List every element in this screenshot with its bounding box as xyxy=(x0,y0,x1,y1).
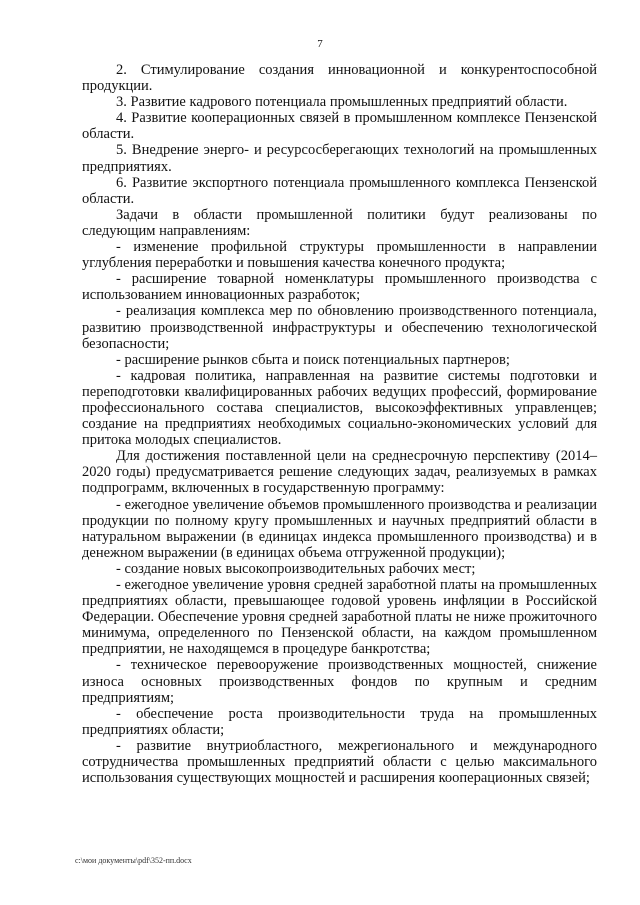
list-item: - обеспечение роста производительности труда на промышленных предприятиях области; xyxy=(82,705,597,738)
list-item: - техническое перевооружение производственных мощностей, снижение износа основных производственных фондов по крупным и средним предприятиям; xyxy=(82,657,597,706)
paragraph: 5. Внедрение энерго- и ресурсосберегающих технологий на промышленных предприятиях. xyxy=(82,142,597,175)
list-item: - изменение профильной структуры промышленности в направлении углубления переработки и повышения качества конечного продукта; xyxy=(82,239,597,272)
list-item: - расширение товарной номенклатуры промышленного производства с использованием инновационных разработок; xyxy=(82,271,597,304)
list-item: - ежегодное увеличение уровня средней заработной платы на промышленных предприятиях области, превышающее годовой уровень инфляции в Российской Федерации. Обеспечение уровня средней заработной платы не ниже прожиточного минимума, определенного по Пензенской области, на каждом промышленном предприятии, не находящемся в процедуре банкротства; xyxy=(82,577,597,658)
paragraph: 3. Развитие кадрового потенциала промышленных предприятий области. xyxy=(116,94,568,111)
paragraph: 2. Стимулирование создания инновационной и конкурентоспособной продукции. xyxy=(82,62,597,95)
list-item: - создание новых высокопроизводительных рабочих мест; xyxy=(116,560,476,577)
page-number: 7 xyxy=(317,38,323,50)
paragraph: Для достижения поставленной цели на среднесрочную перспективу (2014–2020 годы) предусматривается решение следующих задач, реализуемых в рамках подпрограмм, включенных в государственную программу: xyxy=(82,448,597,497)
list-item: - развитие внутриобластного, межрегионального и международного сотрудничества промышленных предприятий области с целью максимального использования существующих мощностей и расширения кооперационных связей; xyxy=(82,737,597,787)
paragraph: 6. Развитие экспортного потенциала промышленного комплекса Пензенской области. xyxy=(82,174,597,207)
list-item: - кадровая политика, направленная на развитие системы подготовки и переподготовки квалифицированных рабочих ведущих профессий, формирование профессионального состава специалистов, высокоэффективных управленцев; создание на предприятиях необходимых социально-экономических условий для притока молодых специалистов. xyxy=(82,367,597,449)
paragraph: Задачи в области промышленной политики будут реализованы по следующим направлениям: xyxy=(82,206,597,239)
list-item: - расширение рынков сбыта и поиск потенциальных партнеров; xyxy=(116,351,510,368)
paragraph: 4. Развитие кооперационных связей в промышленном комплексе Пензенской области. xyxy=(82,110,597,143)
document-body xyxy=(82,62,597,786)
list-item: - реализация комплекса мер по обновлению производственного потенциала, развитию производственной инфраструктуры и обеспечению технологической безопасности; xyxy=(82,303,597,352)
list-item: - ежегодное увеличение объемов промышленного производства и реализации продукции по полному кругу промышленных и научных предприятий области в натуральном выражении (в единицах индекса промышленного производства) и в денежном выражении (в единицах объема отгруженной продукции); xyxy=(82,496,597,561)
footer-file-path: c:\мои документы\pdf\352-пп.docx xyxy=(75,856,192,865)
